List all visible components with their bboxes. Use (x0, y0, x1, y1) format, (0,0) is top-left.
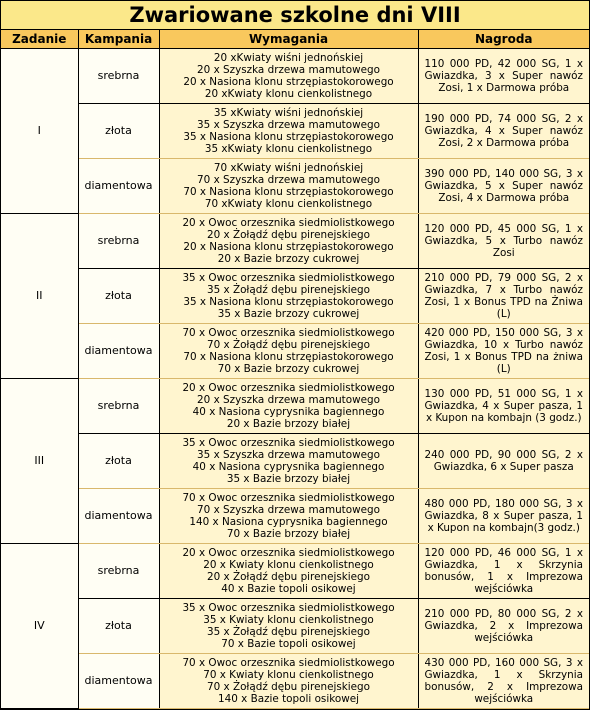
requirement-line: 20 x Kwiaty klonu cienkolistnego (203, 559, 374, 571)
kampania-cell: złota (78, 269, 159, 324)
requirement-line: 70 x Szyszka drzewa mamutowego (197, 504, 380, 516)
requirement-line: 20 x Bazie brzozy cukrowej (217, 253, 360, 265)
header-kampania: Kampania (78, 30, 159, 49)
requirement-line: 70 x Żołądź dębu pirenejskiego (206, 681, 371, 693)
requirement-line: 35 x Nasiona klonu strzępiastokorowego (183, 296, 394, 308)
requirement-line: 70 xKwiaty wiśni jednońskiej (213, 162, 364, 174)
table-row (1, 544, 589, 599)
nagroda-cell: 110 000 PD, 42 000 SG, 1 x Gwiazdka, 3 x Super nawóz Zosi, 1 x Darmowa próba (418, 49, 589, 104)
header-zadanie: Zadanie (1, 30, 78, 49)
nagroda-cell: 210 000 PD, 80 000 SG, 2 x Gwiazdka, 2 x Imprezowa wejściówka (418, 599, 589, 654)
requirement-line: 70 x Bazie brzozy białej (226, 528, 351, 540)
requirement-line: 20 x Nasiona klonu strzępiastokorowego (183, 241, 394, 253)
nagroda-cell: 120 000 PD, 45 000 SG, 1 x Gwiazdka, 5 x Turbo nawóz Zosi (418, 214, 589, 269)
nagroda-cell: 130 000 PD, 51 000 SG, 1 x Gwiazdka, 4 x Super pasza, 1 x Kupon na kombajn (3 godz.) (418, 379, 589, 434)
requirement-line: 35 xKwiaty wiśni jednońskiej (213, 107, 364, 119)
wymagania-cell (159, 214, 418, 269)
wymagania-cell (159, 544, 418, 599)
requirement-line: 70 x Owoc orzesznika siedmiolistkowego (182, 492, 395, 504)
requirement-line: 70 xKwiaty klonu cienkolistnego (204, 198, 373, 210)
table-row (1, 654, 589, 709)
requirement-line: 20 x Szyszka drzewa mamutowego (197, 64, 380, 76)
wymagania-cell (159, 269, 418, 324)
requirement-line: 35 x Owoc orzesznika siedmiolistkowego (182, 437, 395, 449)
requirement-line: 35 x Kwiaty klonu cienkolistnego (203, 614, 374, 626)
wymagania-cell (159, 159, 418, 214)
table-row (1, 434, 589, 489)
requirement-line: 70 x Owoc orzesznika siedmiolistkowego (182, 327, 395, 339)
requirement-line: 20 x Żołądź dębu pirenejskiego (206, 571, 371, 583)
requirement-line: 35 x Owoc orzesznika siedmiolistkowego (182, 602, 395, 614)
wymagania-cell (159, 489, 418, 544)
nagroda-cell: 480 000 PD, 180 000 SG, 3 x Gwiazdka, 8 x Super pasza, 1 x Kupon na kombajn(3 godz.) (418, 489, 589, 544)
requirement-line: 35 xKwiaty klonu cienkolistnego (204, 143, 373, 155)
requirement-line: 70 x Bazie brzozy cukrowej (217, 363, 360, 375)
requirement-line: 140 x Bazie topoli osikowej (217, 693, 360, 705)
nagroda-cell: 120 000 PD, 46 000 SG, 1 x Gwiazdka, 1 x Skrzynia bonusów, 1 x Imprezowa wejściówka (418, 544, 589, 599)
kampania-cell: diamentowa (78, 159, 159, 214)
requirement-line: 70 x Bazie topoli osikowej (221, 638, 356, 650)
kampania-cell: złota (78, 434, 159, 489)
table-body (1, 49, 589, 709)
requirement-line: 35 x Bazie brzozy białej (226, 473, 351, 485)
table-row (1, 324, 589, 379)
kampania-cell: srebrna (78, 49, 159, 104)
wymagania-cell (159, 654, 418, 709)
requirement-line: 140 x Nasiona cyprysnika bagiennego (189, 516, 388, 528)
nagroda-cell: 420 000 PD, 150 000 SG, 3 x Gwiazdka, 10 x Turbo nawóz Zosi, 1 x Bonus TPD na żniwa (L) (418, 324, 589, 379)
zadanie-cell: IV (1, 544, 78, 709)
requirement-line: 35 x Owoc orzesznika siedmiolistkowego (182, 272, 395, 284)
table-row (1, 489, 589, 544)
nagroda-cell: 210 000 PD, 79 000 SG, 2 x Gwiazdka, 7 x Turbo nawóz Zosi, 1 x Bonus TPD na Żniwa (L) (418, 269, 589, 324)
requirement-line: 35 x Bazie brzozy cukrowej (217, 308, 360, 320)
table-row (1, 104, 589, 159)
wymagania-cell (159, 599, 418, 654)
requirement-line: 70 x Kwiaty klonu cienkolistnego (203, 669, 374, 681)
requirement-line: 35 x Szyszka drzewa mamutowego (197, 119, 380, 131)
requirement-line: 20 xKwiaty wiśni jednońskiej (213, 52, 364, 64)
header-nagroda: Nagroda (418, 30, 589, 49)
requirement-line: 70 x Szyszka drzewa mamutowego (197, 174, 380, 186)
kampania-cell: srebrna (78, 379, 159, 434)
table-row (1, 269, 589, 324)
requirement-line: 40 x Bazie topoli osikowej (221, 583, 356, 595)
nagroda-cell: 430 000 PD, 160 000 SG, 3 x Gwiazdka, 1 x Skrzynia bonusów, 2 x Imprezowa wejściówka (418, 654, 589, 709)
requirement-line: 20 x Żołądź dębu pirenejskiego (206, 229, 371, 241)
requirement-line: 70 x Nasiona klonu strzępiastokorowego (183, 351, 394, 363)
kampania-cell: diamentowa (78, 324, 159, 379)
requirement-line: 70 x Nasiona klonu strzępiastokorowego (183, 186, 394, 198)
requirement-line: 40 x Nasiona cyprysnika bagiennego (192, 461, 385, 473)
requirement-line: 35 x Nasiona klonu strzępiastokorowego (183, 131, 394, 143)
nagroda-cell: 390 000 PD, 140 000 SG, 3 x Gwiazdka, 5 x Super nawóz Zosi, 4 x Darmowa próba (418, 159, 589, 214)
requirement-line: 20 x Bazie brzozy białej (226, 418, 351, 430)
wymagania-cell (159, 49, 418, 104)
requirement-line: 35 x Żołądź dębu pirenejskiego (206, 626, 371, 638)
requirement-line: 20 x Owoc orzesznika siedmiolistkowego (182, 382, 395, 394)
table-row (1, 214, 589, 269)
wymagania-cell (159, 379, 418, 434)
requirement-line: 35 x Żołądź dębu pirenejskiego (206, 284, 371, 296)
nagroda-cell: 240 000 PD, 90 000 SG, 2 x Gwiazdka, 6 x Super pasza (418, 434, 589, 489)
kampania-cell: srebrna (78, 544, 159, 599)
requirement-line: 20 x Owoc orzesznika siedmiolistkowego (182, 547, 395, 559)
nagroda-cell: 190 000 PD, 74 000 SG, 2 x Gwiazdka, 4 x Super nawóz Zosi, 2 x Darmowa próba (418, 104, 589, 159)
requirement-line: 20 x Szyszka drzewa mamutowego (197, 394, 380, 406)
kampania-cell: złota (78, 104, 159, 159)
kampania-cell: złota (78, 599, 159, 654)
table-row (1, 379, 589, 434)
requirement-line: 70 x Żołądź dębu pirenejskiego (206, 339, 371, 351)
requirement-line: 40 x Nasiona cyprysnika bagiennego (192, 406, 385, 418)
zadanie-cell: I (1, 49, 78, 214)
wymagania-cell (159, 434, 418, 489)
requirement-line: 20 xKwiaty klonu cienkolistnego (204, 88, 373, 100)
kampania-cell: diamentowa (78, 654, 159, 709)
kampania-cell: diamentowa (78, 489, 159, 544)
requirement-line: 70 x Owoc orzesznika siedmiolistkowego (182, 657, 395, 669)
table-row (1, 599, 589, 654)
requirement-line: 35 x Szyszka drzewa mamutowego (197, 449, 380, 461)
zadanie-cell: III (1, 379, 78, 544)
requirement-line: 20 x Owoc orzesznika siedmiolistkowego (182, 217, 395, 229)
requirement-line: 20 x Nasiona klonu strzępiastokorowego (183, 76, 394, 88)
table-row (1, 159, 589, 214)
rewards-table (1, 30, 589, 709)
wymagania-cell (159, 104, 418, 159)
table-row (1, 49, 589, 104)
zadanie-cell: II (1, 214, 78, 379)
wymagania-cell (159, 324, 418, 379)
table-header-row (1, 30, 589, 49)
kampania-cell: srebrna (78, 214, 159, 269)
header-wymagania: Wymagania (159, 30, 418, 49)
page-title: Zwariowane szkolne dni VIII (1, 1, 589, 30)
